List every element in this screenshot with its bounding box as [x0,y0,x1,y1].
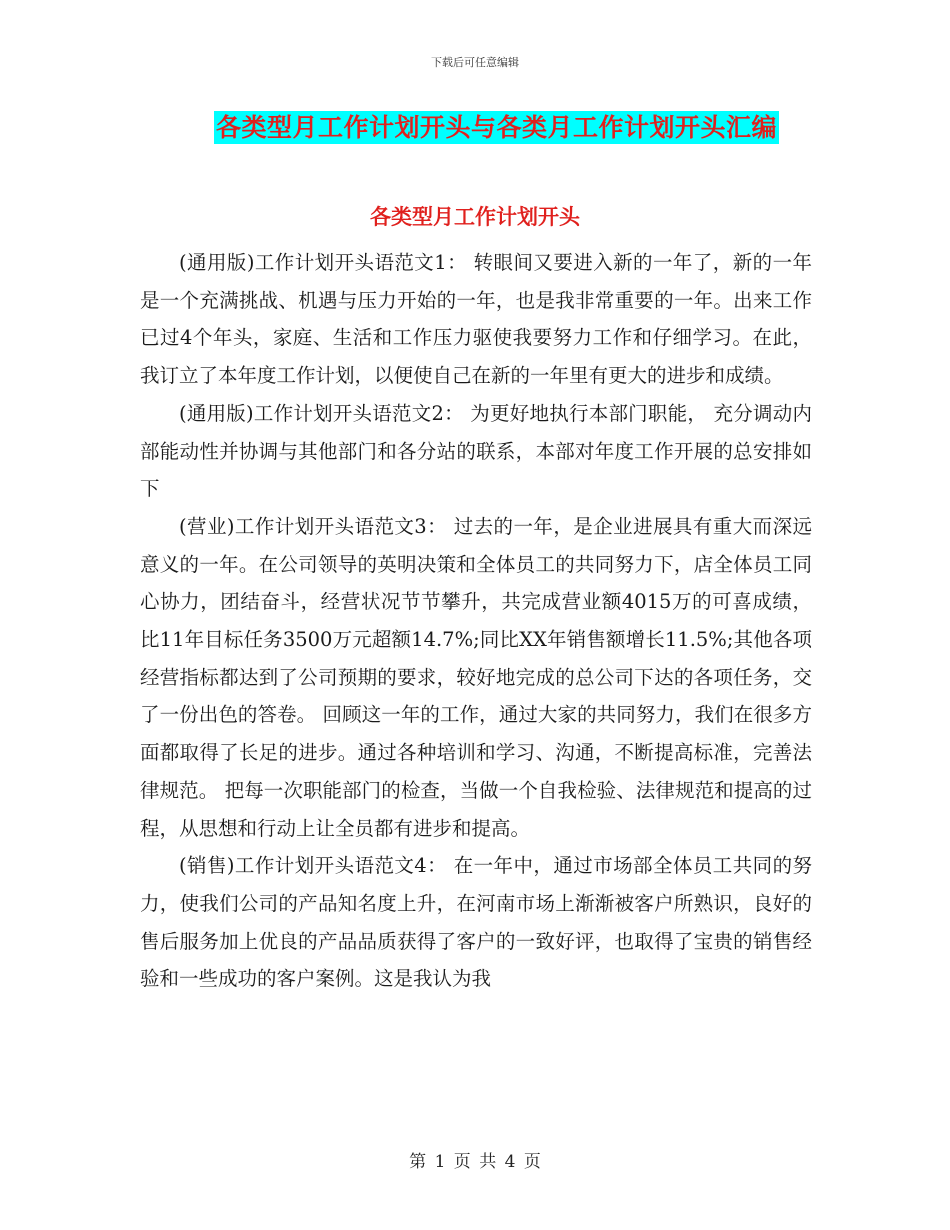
page-footer: 第 1 页 共 4 页 [409,1152,541,1172]
header-note: 下载后可任意编辑 [431,56,519,69]
paragraph-4: (销售)工作计划开头语范文4： 在一年中，通过市场部全体员工共同的努力，使我们公司的产品知名度上升，在河南市场上渐渐被客户所熟识，良好的售后服务加上优良的产品品质获得了客户的一致好评，也取得了宝贵的销售经验和一些成功的客户案例。这是我认为我 [140,854,812,991]
paragraph-3: (营业)工作计划开头语范文3： 过去的一年，是企业进展具有重大而深远意义的一年。在公司领导的英明决策和全体员工的共同努力下，店全体员工同心协力，团结奋斗，经营状况节节攀升，共完成营业额4015万的可喜成绩，比11年目标任务3500万元超额14.7%;同比XX年销售额增长11.5%;其他各项经营指标都达到了公司预期的要求，较好地完成的总公司下达的各项任务，交了一份出色的答卷。 回顾这一年的工作，通过大家的共同努力，我们在很多方面都取得了长足的进步。通过各种培训和学习、沟通，不断提高标准，完善法律规范。 把每一次职能部门的检查，当做一个自我检验、法律规范和提高的过程，从思想和行动上让全员都有进步和提高。 [140,514,812,840]
document-body [140,244,812,998]
paragraph-2: (通用版)工作计划开头语范文2： 为更好地执行本部门职能， 充分调动内部能动性并协调与其他部门和各分站的联系，本部对年度工作开展的总安排如下 [140,401,812,501]
main-title: 各类型月工作计划开头与各类月工作计划开头汇编 [215,113,777,142]
paragraph-1: (通用版)工作计划开头语范文1： 转眼间又要进入新的一年了，新的一年是一个充满挑战、机遇与压力开始的一年，也是我非常重要的一年。出来工作已过4个年头，家庭、生活和工作压力驱使我要努力工作和仔细学习。在此，我订立了本年度工作计划，以便使自己在新的一年里有更大的进步和成绩。 [140,251,812,388]
main-title-container [0,111,950,144]
sub-title: 各类型月工作计划开头 [370,205,580,229]
